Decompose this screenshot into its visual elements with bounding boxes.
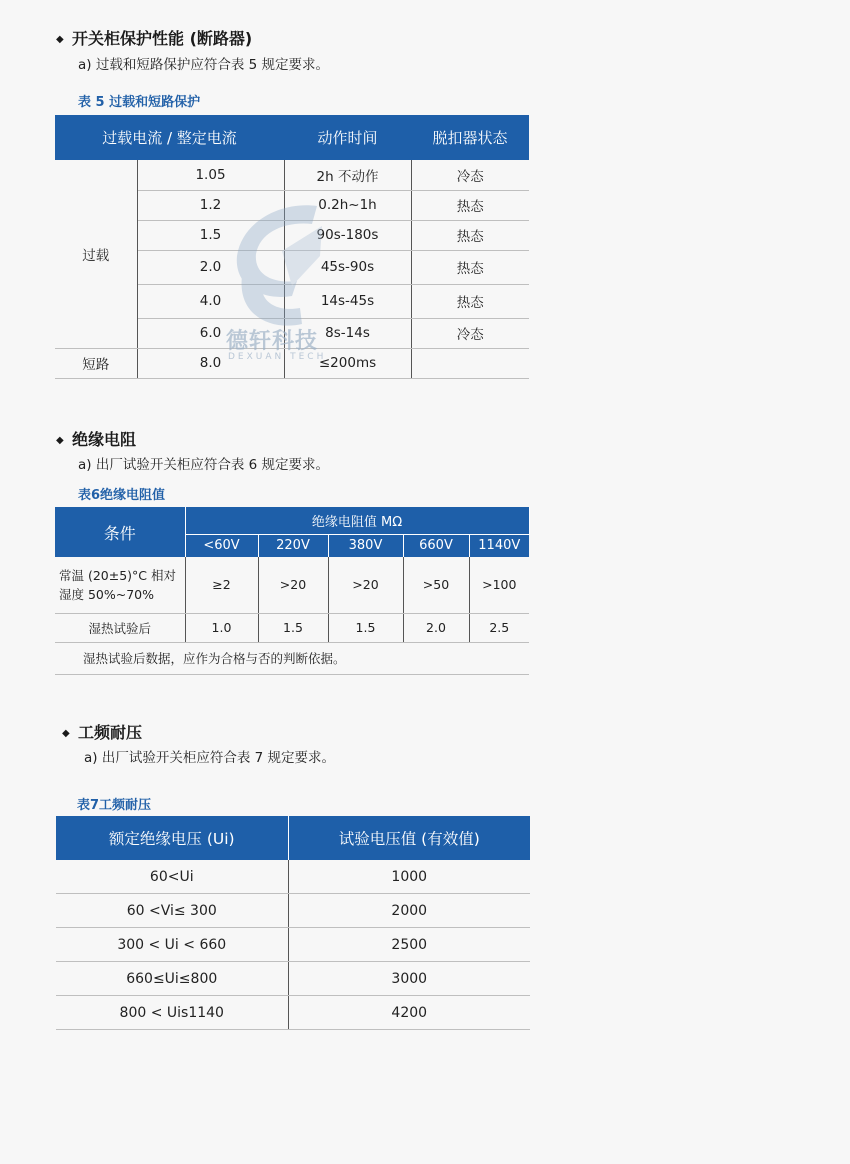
ui-cell: 60 <Vi≤ 300 [56, 894, 288, 928]
diamond-bullet-icon: ◆ [62, 728, 70, 739]
value-cell: 2.0 [403, 613, 469, 642]
state-cell: 冷态 [411, 160, 529, 190]
table-caption: 表7工频耐压 [77, 798, 152, 813]
section-heading-insulation [56, 427, 136, 450]
condition-line: 湿度 50%~70% [59, 586, 155, 602]
ratio-cell: 8.0 [137, 348, 284, 378]
value-cell: >100 [469, 557, 529, 613]
header-overload-ratio: 过载电流 / 整定电流 [55, 115, 284, 160]
time-cell: 8s-14s [284, 318, 411, 348]
time-cell: 0.2h~1h [284, 190, 411, 220]
header-voltage: 380V [328, 534, 403, 557]
withstand-voltage-table [56, 816, 530, 1030]
state-cell: 冷态 [411, 318, 529, 348]
ui-cell: 800 < Uis1140 [56, 996, 288, 1030]
value-cell: ≥2 [185, 557, 258, 613]
header-resistance: 绝缘电阻值 MΩ [185, 507, 529, 534]
value-cell: 2.5 [469, 613, 529, 642]
value-cell: >50 [403, 557, 469, 613]
time-cell: 90s-180s [284, 220, 411, 250]
state-cell [411, 348, 529, 378]
header-action-time: 动作时间 [284, 115, 411, 160]
ratio-cell: 1.2 [137, 190, 284, 220]
section-heading-protection [56, 26, 252, 49]
state-cell: 热态 [411, 220, 529, 250]
table-caption: 表6绝缘电阻值 [78, 488, 166, 503]
value-cell: 1.5 [328, 613, 403, 642]
ui-cell: 300 < Ui < 660 [56, 928, 288, 962]
ratio-cell: 1.05 [137, 160, 284, 190]
time-cell: 14s-45s [284, 284, 411, 318]
time-cell: 45s-90s [284, 250, 411, 284]
value-cell: 1.5 [258, 613, 328, 642]
insulation-table [55, 507, 530, 675]
header-voltage: 660V [403, 534, 469, 557]
ratio-cell: 6.0 [137, 318, 284, 348]
intro-text: a) 过载和短路保护应符合表 5 规定要求。 [78, 57, 330, 73]
section-heading-withstand [62, 720, 142, 743]
table-note: 湿热试验后数据，应作为合格与否的判断依据。 [55, 642, 529, 674]
condition-line: 常温 (20±5)°C 相对 [59, 567, 177, 583]
state-cell: 热态 [411, 284, 529, 318]
value-cell: >20 [258, 557, 328, 613]
watermark-text: 德轩科技 [226, 329, 319, 354]
ratio-cell: 4.0 [137, 284, 284, 318]
ratio-cell: 1.5 [137, 220, 284, 250]
state-cell: 热态 [411, 250, 529, 284]
test-cell: 3000 [288, 962, 530, 996]
ui-cell: 660≤Ui≤800 [56, 962, 288, 996]
header-voltage: 1140V [469, 534, 529, 557]
state-cell: 热态 [411, 190, 529, 220]
header-condition: 条件 [55, 507, 185, 557]
diamond-bullet-icon: ◆ [56, 435, 64, 446]
header-voltage: 220V [258, 534, 328, 557]
header-trip-state: 脱扣器状态 [411, 115, 529, 160]
ui-cell: 60<Ui [56, 860, 288, 894]
heading-text: 工频耐压 [78, 723, 143, 742]
condition-cell: 湿热试验后 [55, 613, 185, 642]
overload-label: 过载 [55, 160, 137, 348]
value-cell: 1.0 [185, 613, 258, 642]
header-voltage: <60V [185, 534, 258, 557]
diamond-bullet-icon: ◆ [56, 34, 64, 45]
intro-text: a) 出厂试验开关柜应符合表 6 规定要求。 [78, 457, 330, 473]
time-cell: 2h 不动作 [284, 160, 411, 190]
test-cell: 2500 [288, 928, 530, 962]
ratio-cell: 2.0 [137, 250, 284, 284]
test-cell: 2000 [288, 894, 530, 928]
heading-text: 开关柜保护性能 (断路器) [72, 29, 253, 48]
short-label: 短路 [55, 348, 137, 378]
watermark-subtext: DEXUAN TECH [228, 352, 327, 362]
time-cell: ≤200ms [284, 348, 411, 378]
test-cell: 1000 [288, 860, 530, 894]
header-rated-voltage: 额定绝缘电压 (Ui) [56, 816, 288, 860]
intro-text: a) 出厂试验开关柜应符合表 7 规定要求。 [84, 750, 336, 766]
condition-cell [55, 557, 185, 613]
heading-text: 绝缘电阻 [72, 430, 137, 449]
value-cell: >20 [328, 557, 403, 613]
header-test-voltage: 试验电压值 (有效值) [288, 816, 530, 860]
table-caption: 表 5 过载和短路保护 [78, 95, 201, 110]
test-cell: 4200 [288, 996, 530, 1030]
